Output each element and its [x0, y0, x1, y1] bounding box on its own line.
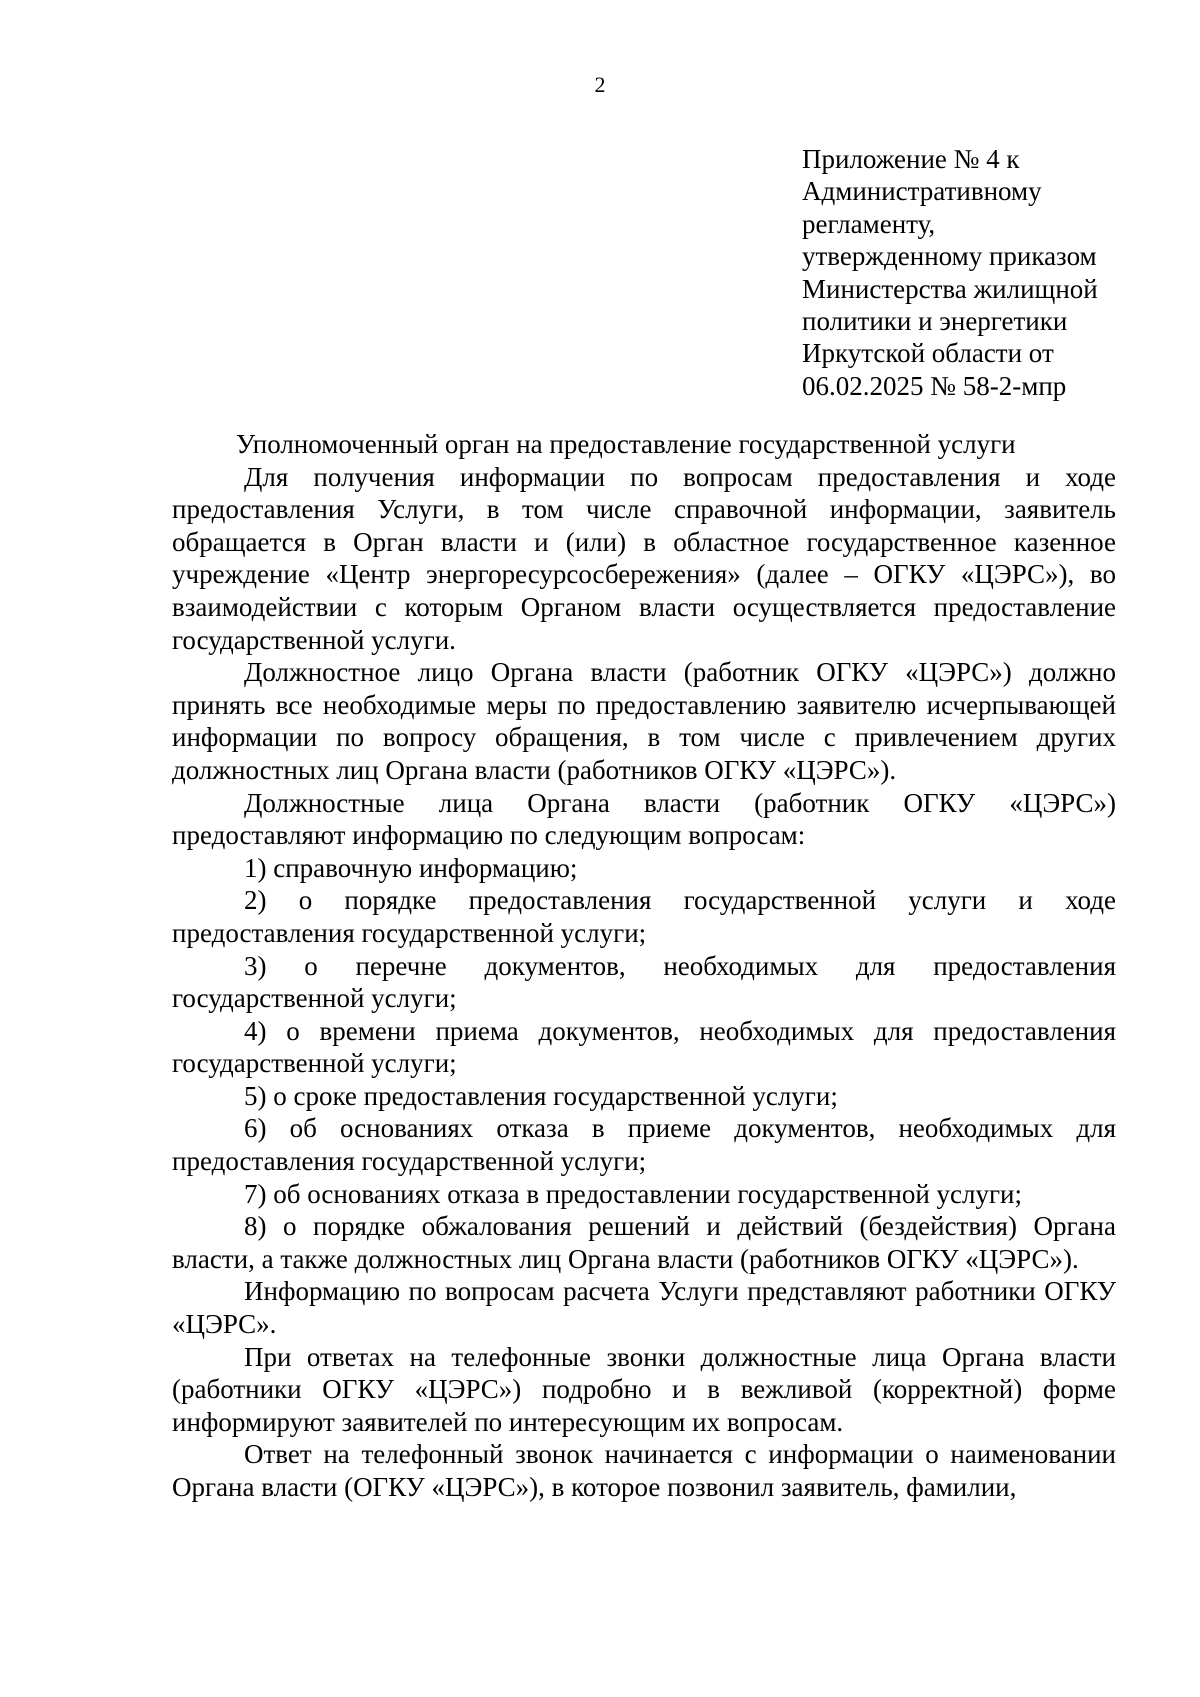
- list-item: 5) о сроке предоставления государственной услуги;: [244, 1080, 838, 1111]
- appendix-line: регламенту,: [802, 208, 936, 239]
- paragraph: Для получения информации по вопросам предоставления и ходе предоставления Услуги, в том числе справочной информации, заявитель обращается в Орган власти и (или) в областное государственное казенное учреждение «Центр энергоресурсосбережения» (далее – ОГКУ «ЦЭРС»), во взаимодействии с которым Органом власти осуществляется предоставление государственной услуги.: [172, 461, 1116, 655]
- appendix-line: утвержденному приказом: [802, 241, 1097, 272]
- list-item: 4) о времени приема документов, необходимых для предоставления государственной услуги;: [172, 1015, 1116, 1079]
- appendix-line: политики и энергетики: [802, 306, 1068, 337]
- list-item: 6) об основаниях отказа в приеме документов, необходимых для предоставления государственной услуги;: [172, 1113, 1116, 1177]
- section-heading: Уполномоченный орган на предоставление государственной услуги: [236, 429, 1016, 459]
- appendix-line: Министерства жилищной: [802, 273, 1098, 304]
- paragraph: Информацию по вопросам расчета Услуги представляют работники ОГКУ «ЦЭРС».: [172, 1276, 1116, 1340]
- paragraph: Ответ на телефонный звонок начинается с информации о наименовании Органа власти (ОГКУ «ЦЭРС»), в которое позвонил заявитель, фамилии,: [172, 1439, 1116, 1502]
- document-body: [172, 428, 1116, 1504]
- page-number: 2: [594, 72, 606, 97]
- list-item: 7) об основаниях отказа в предоставлении государственной услуги;: [244, 1178, 1023, 1209]
- appendix-line: Приложение № 4 к: [802, 144, 1020, 174]
- appendix-line: Иркутской области от: [802, 338, 1054, 369]
- list-item: 2) о порядке предоставления государственной услуги и ходе предоставления государственной услуги;: [172, 885, 1116, 948]
- paragraph: Должностные лица Органа власти (работник ОГКУ «ЦЭРС») предоставляют информацию по следующим вопросам:: [172, 787, 1116, 851]
- list-item: 8) о порядке обжалования решений и действий (бездействия) Органа власти, а также должностных лиц Органа власти (работников ОГКУ «ЦЭРС»).: [172, 1211, 1116, 1274]
- appendix-line: Административному: [802, 176, 1042, 207]
- paragraph: При ответах на телефонные звонки должностные лица Органа власти (работники ОГКУ «ЦЭРС») подробно и в вежливой (корректной) форме информируют заявителей по интересующим их вопросам.: [172, 1341, 1116, 1437]
- list-item: 1) справочную информацию;: [244, 852, 578, 883]
- list-item: 3) о перечне документов, необходимых для предоставления государственной услуги;: [172, 950, 1116, 1014]
- appendix-line: 06.02.2025 № 58-2-мпр: [802, 370, 1067, 401]
- appendix-block: [802, 143, 1132, 402]
- paragraph: Должностное лицо Органа власти (работник ОГКУ «ЦЭРС») должно принять все необходимые меры по предоставлению заявителю исчерпывающей информации по вопросу обращения, в том числе с привлечением других должностных лиц Органа власти (работников ОГКУ «ЦЭРС»).: [172, 657, 1116, 785]
